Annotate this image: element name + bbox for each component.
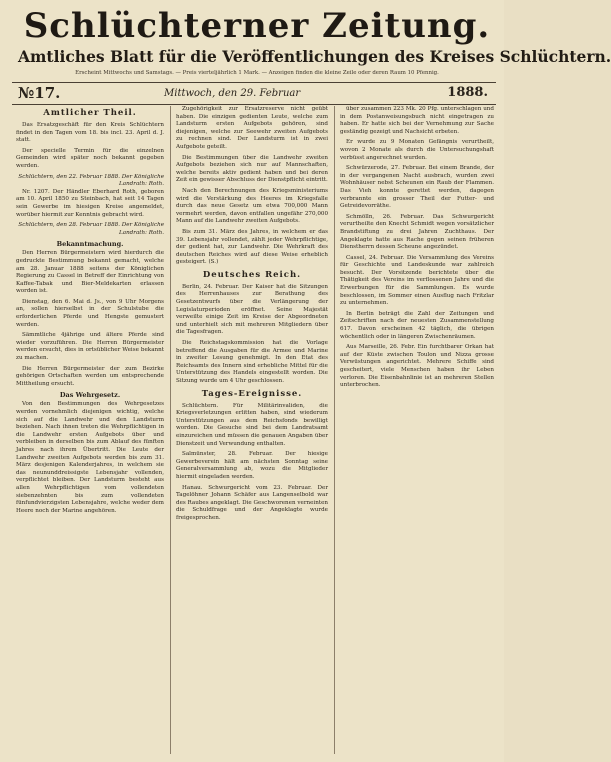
- issue-row: [14, 84, 494, 104]
- issue-number: №17.: [18, 84, 61, 102]
- article-paragraph: Die Reichstagskommission hat die Vorlage betreffend die Ausgaben für die Armee und Marine in zweiter Lesung genehmigt. In den Etat des Reichsamts des Innern sind erhebliche Mittel für die Unterstützung des Handels eingestellt worden. Die Sitzung wurde um 4 Uhr geschlossen.: [176, 340, 328, 384]
- article-paragraph: Bis zum 31. März des Jahres, in welchem er das 39. Lebensjahr vollendet, zählt jeder Wehrpflichtige, der gedient hat, zur Landwehr. Die Wehrkraft des deutschen Reiches wird auf diese Weise erheblich gesteigert. (S.): [176, 228, 328, 266]
- signature: Schlüchtern, den 28. Februar 1888. Der Königliche Landrath: Roth.: [18, 222, 164, 236]
- article-paragraph: In Berlin beträgt die Zahl der Zeitungen und Zeitschriften nach der neuesten Zusammenstellung 617. Davon erscheinen 42 täglich, die übrigen wöchentlich oder in längeren Zwischenräumen.: [340, 310, 494, 340]
- masthead-rule: [12, 82, 496, 83]
- column-divider: [334, 106, 335, 754]
- column-divider: [170, 106, 171, 754]
- article-paragraph: Nach den Berechnungen des Kriegsministeriums wird die Verstärkung des Heeres im Kriegsfalle durch das neue Gesetz um etwa 700,000 Mann vermehrt werden, davon entfallen ungefähr 270,000 Mann auf die Landwehr zweiten Aufgebots.: [176, 187, 328, 225]
- issue-rule: [12, 104, 496, 105]
- subheading: Bekanntmachung.: [56, 240, 124, 249]
- article-paragraph: Sämmtliche 4jährige und ältere Pferde sind wieder vorzuführen. Die Herren Bürgermeister werden ersucht, dies in ortsüblicher Weise bekannt zu machen.: [16, 332, 164, 362]
- section-heading: Tages-Ereignisse.: [201, 388, 303, 399]
- issue-date: Mittwoch, den 29. Februar: [164, 88, 301, 99]
- article-paragraph: Aus Marseille, 26. Febr. Ein furchtbarer Orkan hat auf der Küste zwischen Toulon und Nizza grosse Verwüstungen angerichtet. Mehrere Schiffe sind gescheitert, viele Menschen haben ihr Leben verloren. Die Eisenbahnlinie ist an mehreren Stellen unterbrochen.: [340, 344, 494, 389]
- article-paragraph: Dienstag, den 6. Mai d. Js., von 9 Uhr Morgens an, sollen hierselbst in der Schulstube die erforderlichen Pferde und Hengste gemustert werden.: [16, 298, 164, 328]
- article-paragraph: Das Ersatzgeschäft für den Kreis Schlüchtern findet in den Tagen vom 18. bis incl. 23. April d. J. statt.: [16, 122, 164, 144]
- newspaper-title: Schlüchterner Zeitung.: [23, 6, 491, 46]
- issue-year: 1888.: [447, 85, 488, 100]
- column-3: [340, 106, 494, 756]
- article-paragraph: Zugehörigkeit zur Ersatzreserve nicht geübt haben. Die einzigen gedienten Leute, welche zum Landsturm ersten Aufgebots gehören, sind diejenigen, welche zur Seewehr zweiten Aufgebots zu rechnen sind. Der Landsturm ist in zwei Aufgebote geteilt.: [176, 106, 328, 150]
- article-paragraph: Hanau. Schwurgericht vom 23. Februar. Der Tagelöhner Johann Schäfer aus Langenselbold war des Raubes angeklagt. Die Geschworenen verneinten die Schuldfrage und der Angeklagte wurde freigesprochen.: [176, 484, 328, 521]
- signature: Schlüchtern, den 22. Februar 1888. Der Königliche Landrath: Roth.: [18, 173, 164, 188]
- article-paragraph: Berlin, 24. Februar. Der Kaiser hat die Sitzungen des Herrenhauses zur Berathung des Gesetzentwurfs über die Verlängerung der Legislaturperioden eröffnet. Seine Majestät verweilte einige Zeit im Kreise der Abgeordneten und unterhielt sich mit mehreren Mitgliedern über die Tagesfragen.: [176, 283, 328, 336]
- article-paragraph: Er wurde zu 9 Monaten Gefängnis verurtheilt, wovon 2 Monate als durch die Untersuchungshaft verbüsst angerechnet wurden.: [340, 139, 494, 161]
- article-paragraph: Schmölln, 26. Februar. Das Schwurgericht verurtheilte den Knecht Schmidt wegen vorsätzlicher Brandstiftung zu drei Jahren Zuchthaus. Der Angeklagte hatte aus Rache gegen seinen früheren Dienstherrn dessen Scheune angezündet.: [340, 213, 494, 251]
- article-paragraph: Nr. 1207. Der Händler Eberhard Roth, geboren am 10. April 1850 zu Steinbach, hat seit 14 Tagen sein Gewerbe im hiesigen Kreise angemeldet, worüber hiermit zur Kenntnis gebracht wird.: [16, 188, 164, 218]
- article-paragraph: Cassel, 24. Februar. Die Versammlung des Vereins für Geschichte und Landeskunde war zahlreich besucht. Der Vorsitzende berichtete über die Thätigkeit des Vereins im verflossenen Jahre und die Erwerbungen für die Sammlungen. Es wurde beschlossen, im Sommer einen Ausflug nach Fritzlar zu unternehmen.: [340, 254, 494, 307]
- article-paragraph: Der specielle Termin für die einzelnen Gemeinden wird später noch bekannt gegeben werden.: [16, 147, 164, 169]
- section-heading: Deutsches Reich.: [202, 269, 302, 280]
- column-1: [16, 106, 164, 756]
- article-paragraph: Die Herren Bürgermeister der zum Bezirke gehörigen Ortschaften werden um entsprechende Mittheilung ersucht.: [16, 365, 164, 387]
- article-paragraph: Den Herren Bürgermeistern wird hierdurch die gedruckte Bestimmung bekannt gemacht, welche am 28. Januar 1888 seitens der Königlichen Regierung zu Cassel in Betreff der Einrichtung von Kaffee-Tabak und Bier-Meldekarten erlassen worden ist.: [16, 250, 164, 295]
- article-paragraph: Schwürzerode, 27. Februar. Bei einem Brande, der in der vergangenen Nacht ausbrach, wurden zwei Wohnhäuser nebst Scheunen ein Raub der Flammen. Das Vieh konnte gerettet werden, dagegen verbrannte ein grosser Theil der Futter- und Getreidevorräthe.: [340, 165, 494, 210]
- subheading: Das Wehrgesetz.: [59, 391, 121, 400]
- article-paragraph: Salmünster, 28. Februar. Der hiesige Gewerbeverein hält am nächsten Sonntag seine Generalversammlung ab, wozu die Mitglieder hiermit eingeladen werden.: [176, 451, 328, 480]
- article-paragraph: Von den Bestimmungen des Wehrgesetzes werden vornehmlich diejenigen wichtig, welche sich auf die Landwehr und den Landsturm beziehen. Nach ihnen treten die Wehrpflichtigen in die Landwehr ersten Aufgebots über und verbleiben in derselben bis zum Ablauf des fünften Jahres nach ihrem Übertritt. Die Leute der Landwehr zweiten Aufgebots werden bis zum 31. März desjenigen Kalenderjahres, in welchem sie das neununddreissigste Lebensjahr vollenden, verpflichtet bleiben. Der Landsturm besteht aus allen Wehrpflichtigen vom vollendeten siebenzehnten bis zum vollendeten fünfundvierzigsten Lebensjahre, welche weder dem Heere noch der Marine angehören.: [16, 401, 164, 514]
- masthead: [18, 6, 611, 77]
- section-heading: Amtlicher Theil.: [43, 108, 137, 118]
- article-paragraph: über zusammen 223 Mk. 20 Pfg. unterschlagen und in dem Postanweisungsbuch nicht eingetragen zu haben. Er hatte sich bei der Vernehmung zur Sache geständig gezeigt und Nachsicht erbeten.: [340, 106, 494, 135]
- column-2: [176, 106, 328, 756]
- article-paragraph: Die Bestimmungen über die Landwehr zweiten Aufgebots beziehen sich nur auf Mannschaften, welche bereits aktiv gedient haben und bei deren Zeit ein gewisser Abschluss der Dienstpflicht eintritt.: [176, 154, 328, 184]
- article-paragraph: Schlüchtern. Für Militärinvaliden, die Kriegsverletzungen erlitten haben, sind wiederum Unterstützungen aus dem Reichsfonds bewilligt worden. Die Gesuche sind bei dem Landratsamt einzureichen und müssen die genauen Angaben über Dienstzeit und Verwundung enthalten.: [176, 402, 328, 447]
- publication-tagline: Erscheint Mittwochs und Samstags. — Preis vierteljährlich 1 Mark. — Anzeigen finden die kleine Zeile oder deren Raum 10 Pfennig.: [75, 70, 439, 76]
- newspaper-subtitle: Amtliches Blatt für die Veröffentlichungen des Kreises Schlüchtern.: [18, 47, 611, 66]
